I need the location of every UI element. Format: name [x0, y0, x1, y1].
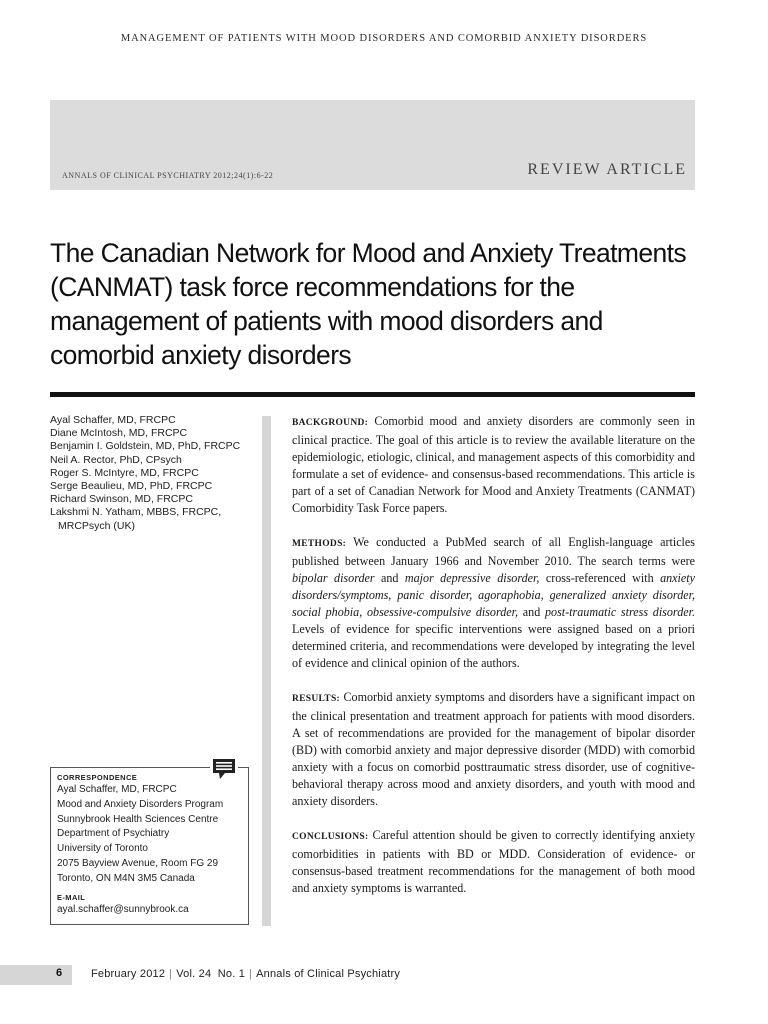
correspondence-box [50, 767, 249, 925]
abstract-methods [292, 534, 695, 672]
results-label: RESULTS: [292, 694, 340, 704]
correspondence-line: Ayal Schaffer, MD, FRCPC [57, 784, 177, 795]
abstract [292, 413, 695, 914]
abstract-background [292, 413, 695, 517]
methods-text: Levels of evidence for specific interventions were assigned based on a priori determined criteria, and recommendations were developed by integrating the level of evidence and clinical opinion of the authors. [292, 622, 695, 670]
correspondence-line: University of Toronto [57, 843, 148, 855]
author-name: Lakshmi N. Yatham, MBBS, FRCPC, MRCPsych (UK) [50, 506, 222, 532]
footer-journal: Annals of Clinical Psychiatry [256, 968, 401, 980]
footer-info [91, 968, 400, 980]
title-rule [50, 392, 695, 397]
article-title: The Canadian Network for Mood and Anxiety Treatments (CANMAT) task force recommendations for the management of patients with mood disorders and comorbid anxiety disorders [50, 238, 687, 370]
author-name: Neil A. Rector, PhD, CPsych [50, 453, 182, 466]
footer-volume: Vol. 24 No. 1 [176, 968, 246, 980]
methods-text: cross-referenced with [539, 571, 661, 585]
footer-separator: | [249, 968, 253, 980]
page-number: 6 [56, 967, 63, 979]
results-text: Comorbid anxiety symptoms and disorders have a significant impact on the clinical presentation and treatment approach for patients with mood disorders. A set of recommendations are provided for the management of bipolar disorder (BD) with comorbid anxiety and major depressive disorder (MDD) with comorbid anxiety with a focus on comorbid posttraumatic stress disorder, use of cognitive-behavioral therapy across mood and anxiety disorders, and youth with mood and anxiety disorders. [292, 690, 695, 808]
methods-term: post-traumatic stress disorder. [544, 605, 695, 619]
correspondence-line: Mood and Anxiety Disorders Program [57, 798, 224, 810]
correspondence-heading: CORRESPONDENCE [57, 773, 138, 782]
methods-term: anxiety disorders/symptoms, panic disorder, agoraphobia, generalized anxiety disorder, social phobia, obsessive-compulsive disorder, [292, 571, 695, 619]
header-band [50, 100, 695, 190]
abstract-results [292, 689, 695, 810]
background-text: Comorbid mood and anxiety disorders are commonly seen in clinical practice. The goal of this article is to review the available literature on the epidemiologic, etiologic, clinical, and management aspects of this comorbidity and formulate a set of evidence- and consensus-based recommendations. This article is part of a set of Canadian Network for Mood and Anxiety Treatments (CANMAT) Comorbidity Task Force papers. [292, 414, 695, 515]
email-link[interactable]: ayal.schaffer@sunnybrook.ca [57, 903, 189, 915]
author-list [50, 414, 260, 533]
methods-term: bipolar disorder [292, 571, 375, 585]
methods-text: and [518, 605, 545, 619]
article-type-label: REVIEW ARTICLE [527, 161, 687, 178]
methods-term: major depressive disorder, [404, 571, 540, 585]
footer-separator: | [169, 968, 173, 980]
background-label: BACKGROUND: [292, 418, 369, 428]
author-name: Diane McIntosh, MD, FRCPC [50, 427, 188, 440]
correspondence-line: Sunnybrook Health Sciences Centre [57, 813, 219, 825]
correspondence-line: Department of Psychiatry [57, 828, 170, 840]
conclusions-text: Careful attention should be given to correctly identifying anxiety comorbidities in patients with BD or MDD. Consideration of evidence- or consensus-based treatment recommendations for the management of both mood and anxiety symptoms is warranted. [292, 828, 695, 895]
correspondence-line: Toronto, ON M4N 3M5 Canada [57, 872, 195, 884]
conclusions-label: CONCLUSIONS: [292, 832, 369, 842]
email-heading: E-MAIL [57, 892, 86, 902]
footer-date: February 2012 [91, 968, 166, 980]
journal-citation: ANNALS OF CLINICAL PSYCHIATRY 2012;24(1):6-22 [62, 171, 274, 180]
running-head: MANAGEMENT OF PATIENTS WITH MOOD DISORDERS AND COMORBID ANXIETY DISORDERS [120, 33, 648, 44]
author-name: Serge Beaulieu, MD, PhD, FRCPC [50, 480, 213, 493]
author-name: Roger S. McIntyre, MD, FRCPC [50, 466, 199, 479]
author-name: Benjamin I. Goldstein, MD, PhD, FRCPC [50, 440, 241, 453]
correspondence-line: 2075 Bayview Avenue, Room FG 29 [57, 857, 219, 869]
speech-bubble-icon [210, 757, 238, 781]
speech-bubble-icon-svg [212, 758, 236, 780]
author-name: Richard Swinson, MD, FRCPC [50, 493, 193, 506]
methods-text: and [374, 571, 405, 585]
methods-label: METHODS: [292, 539, 347, 549]
column-divider [262, 416, 271, 926]
author-name: Ayal Schaffer, MD, FRCPC [50, 414, 176, 426]
abstract-conclusions [292, 827, 695, 897]
methods-text: We conducted a PubMed search of all English-language articles published between January 1966 and November 2010. The search terms were [292, 535, 695, 568]
